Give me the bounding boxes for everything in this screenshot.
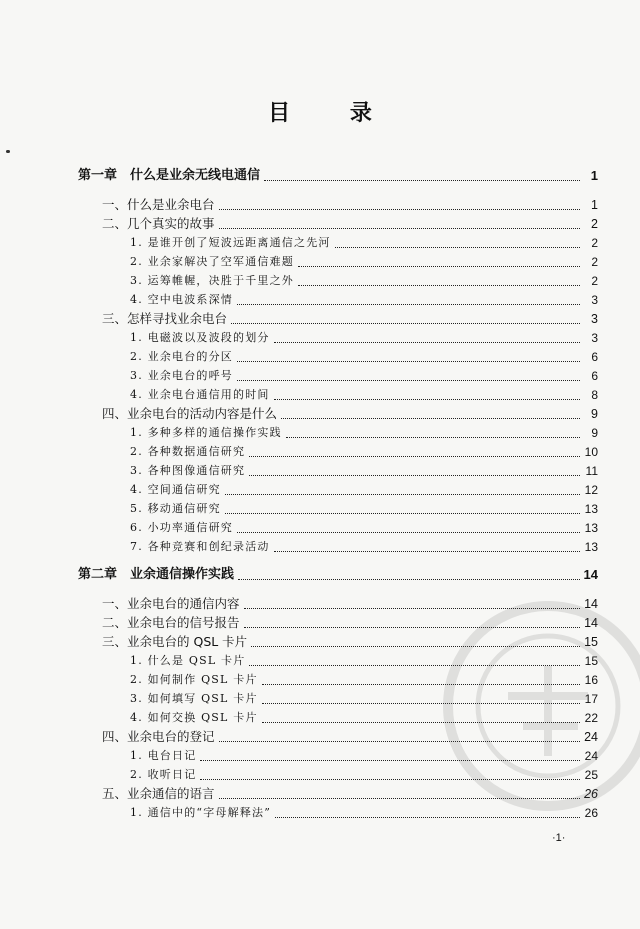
toc-label: 2. 收听日记 — [130, 768, 197, 781]
toc-label: 3. 业余电台的呼号 — [130, 369, 233, 382]
leader-dots — [281, 417, 580, 419]
toc-label: 2. 如何制作 QSL 卡片 — [130, 673, 258, 686]
leader-dots — [298, 265, 580, 267]
toc-page: 3 — [591, 312, 598, 326]
leader-dots — [231, 322, 580, 324]
leader-dots — [200, 759, 580, 761]
toc-chapter[interactable] — [78, 167, 598, 185]
toc-label: 4. 空中电波系深情 — [130, 293, 233, 306]
toc-subsection[interactable] — [130, 348, 598, 366]
toc-label: 6. 小功率通信研究 — [130, 521, 233, 534]
toc-page: 13 — [584, 502, 598, 516]
toc-page: 24 — [584, 730, 598, 744]
toc-subsection[interactable] — [130, 234, 598, 252]
toc-page: 2 — [591, 255, 598, 269]
page-number: ·1· — [552, 832, 566, 844]
leader-dots — [244, 626, 580, 628]
toc-subsection[interactable] — [130, 424, 598, 442]
toc-page: 3 — [591, 293, 598, 307]
toc-label: 第一章 什么是业余无线电通信 — [78, 168, 261, 183]
leader-dots — [286, 436, 580, 438]
toc-section[interactable] — [102, 595, 598, 613]
toc-section[interactable] — [102, 633, 598, 651]
toc-subsection[interactable] — [130, 272, 598, 290]
toc-section[interactable] — [102, 310, 598, 328]
toc-page: 15 — [584, 635, 598, 649]
toc-section[interactable] — [102, 614, 598, 632]
toc-page: 12 — [584, 483, 598, 497]
toc-section[interactable] — [102, 785, 598, 803]
toc-subsection[interactable] — [130, 291, 598, 309]
toc-label: 3. 运筹帷幄，决胜于千里之外 — [130, 274, 294, 287]
leader-dots — [244, 607, 580, 609]
leader-dots — [249, 455, 580, 457]
toc-subsection[interactable] — [130, 519, 598, 537]
leader-dots — [274, 341, 580, 343]
leader-dots — [219, 227, 580, 229]
page-title: 目 录 — [268, 101, 398, 126]
toc-subsection[interactable] — [130, 462, 598, 480]
leader-dots — [335, 246, 580, 248]
toc-label: 一、什么是业余电台 — [102, 197, 215, 212]
toc-subsection[interactable] — [130, 652, 598, 670]
toc-subsection[interactable] — [130, 329, 598, 347]
toc-label: 第二章 业余通信操作实践 — [78, 567, 235, 582]
toc-label: 1. 多种多样的通信操作实践 — [130, 426, 282, 439]
toc-page: 26 — [584, 806, 598, 820]
toc-page: 17 — [584, 692, 598, 706]
leader-dots — [237, 379, 580, 381]
toc-page: 14 — [583, 567, 598, 582]
leader-dots — [298, 284, 580, 286]
toc-label: 三、业余电台的 QSL 卡片 — [102, 634, 248, 649]
toc-page: 1 — [591, 198, 598, 212]
leader-dots — [275, 816, 580, 818]
leader-dots — [200, 778, 580, 780]
leader-dots — [225, 512, 580, 514]
leader-dots — [219, 797, 580, 799]
toc-subsection[interactable] — [130, 804, 598, 822]
leader-dots — [262, 721, 580, 723]
toc-subsection[interactable] — [130, 538, 598, 556]
leader-dots — [225, 493, 580, 495]
toc-subsection[interactable] — [130, 671, 598, 689]
toc-page: 1 — [590, 168, 598, 183]
toc-page: 9 — [591, 407, 598, 421]
toc-label: 三、怎样寻找业余电台 — [102, 311, 228, 326]
leader-dots — [237, 303, 580, 305]
toc-label: 四、业余电台的活动内容是什么 — [102, 406, 278, 421]
leader-dots — [274, 550, 580, 552]
toc-page: 26 — [584, 787, 598, 801]
toc-label: 4. 业余电台通信用的时间 — [130, 388, 270, 401]
toc-page: 15 — [584, 654, 598, 668]
toc-label: 1. 通信中的“字母解释法” — [130, 806, 272, 819]
toc-page: 10 — [584, 445, 598, 459]
toc-subsection[interactable] — [130, 690, 598, 708]
toc-label: 5. 移动通信研究 — [130, 502, 221, 515]
toc-label: 3. 如何填写 QSL 卡片 — [130, 692, 258, 705]
toc-label: 1. 电磁波以及波段的划分 — [130, 331, 270, 344]
toc-label: 3. 各种图像通信研究 — [130, 464, 246, 477]
leader-dots — [237, 531, 580, 533]
leader-dots — [264, 179, 580, 181]
toc-page: 8 — [591, 388, 598, 402]
toc-section[interactable] — [102, 196, 598, 214]
leader-dots — [237, 360, 580, 362]
toc-label: 二、业余电台的信号报告 — [102, 615, 240, 630]
toc-page: 2 — [591, 274, 598, 288]
toc-page: 22 — [584, 711, 598, 725]
leader-dots — [249, 474, 580, 476]
leader-dots — [262, 702, 580, 704]
toc-page: 13 — [584, 521, 598, 535]
toc-page: 6 — [591, 369, 598, 383]
toc-section[interactable] — [102, 728, 598, 746]
leader-dots — [219, 740, 580, 742]
toc-label: 4. 空间通信研究 — [130, 483, 221, 496]
toc-label: 2. 各种数据通信研究 — [130, 445, 246, 458]
leader-dots — [249, 664, 580, 666]
toc-label: 7. 各种竞赛和创纪录活动 — [130, 540, 270, 553]
toc-subsection[interactable] — [130, 747, 598, 765]
toc-label: 2. 业余电台的分区 — [130, 350, 233, 363]
toc-subsection[interactable] — [130, 386, 598, 404]
toc-label: 五、业余通信的语言 — [102, 786, 215, 801]
toc-page: 3 — [591, 331, 598, 345]
toc-subsection[interactable] — [130, 443, 598, 461]
leader-dots — [219, 208, 580, 210]
toc-page: 6 — [591, 350, 598, 364]
toc-label: 2. 业余家解决了空军通信难题 — [130, 255, 294, 268]
toc-section[interactable] — [102, 405, 598, 423]
toc-page: 11 — [585, 464, 598, 478]
toc-page: 9 — [591, 426, 598, 440]
toc-page: 14 — [584, 616, 598, 630]
toc-page: 13 — [584, 540, 598, 554]
toc-page: 2 — [591, 217, 598, 231]
leader-dots — [238, 578, 580, 580]
toc-page: 24 — [584, 749, 598, 763]
toc-label: 四、业余电台的登记 — [102, 729, 215, 744]
toc-label: 二、几个真实的故事 — [102, 216, 215, 231]
toc-label: 1. 什么是 QSL 卡片 — [130, 654, 246, 667]
toc-subsection[interactable] — [130, 709, 598, 727]
toc-page: 14 — [584, 597, 598, 611]
toc-page: 16 — [584, 673, 598, 687]
toc-subsection[interactable] — [130, 253, 598, 271]
leader-dots — [262, 683, 580, 685]
toc-subsection[interactable] — [130, 766, 598, 784]
toc-page: 2 — [591, 236, 598, 250]
toc-label: 1. 是谁开创了短波远距离通信之先河 — [130, 236, 331, 249]
toc-subsection[interactable] — [130, 500, 598, 518]
toc-chapter[interactable] — [78, 566, 598, 584]
toc-label: 4. 如何交换 QSL 卡片 — [130, 711, 258, 724]
toc-label: 一、业余电台的通信内容 — [102, 596, 240, 611]
leader-dots — [274, 398, 580, 400]
toc-label: 1. 电台日记 — [130, 749, 197, 762]
toc-page: 25 — [584, 768, 598, 782]
leader-dots — [251, 645, 580, 647]
scan-speck — [6, 150, 10, 153]
toc-subsection[interactable] — [130, 367, 598, 385]
toc-subsection[interactable] — [130, 481, 598, 499]
toc-section[interactable] — [102, 215, 598, 233]
